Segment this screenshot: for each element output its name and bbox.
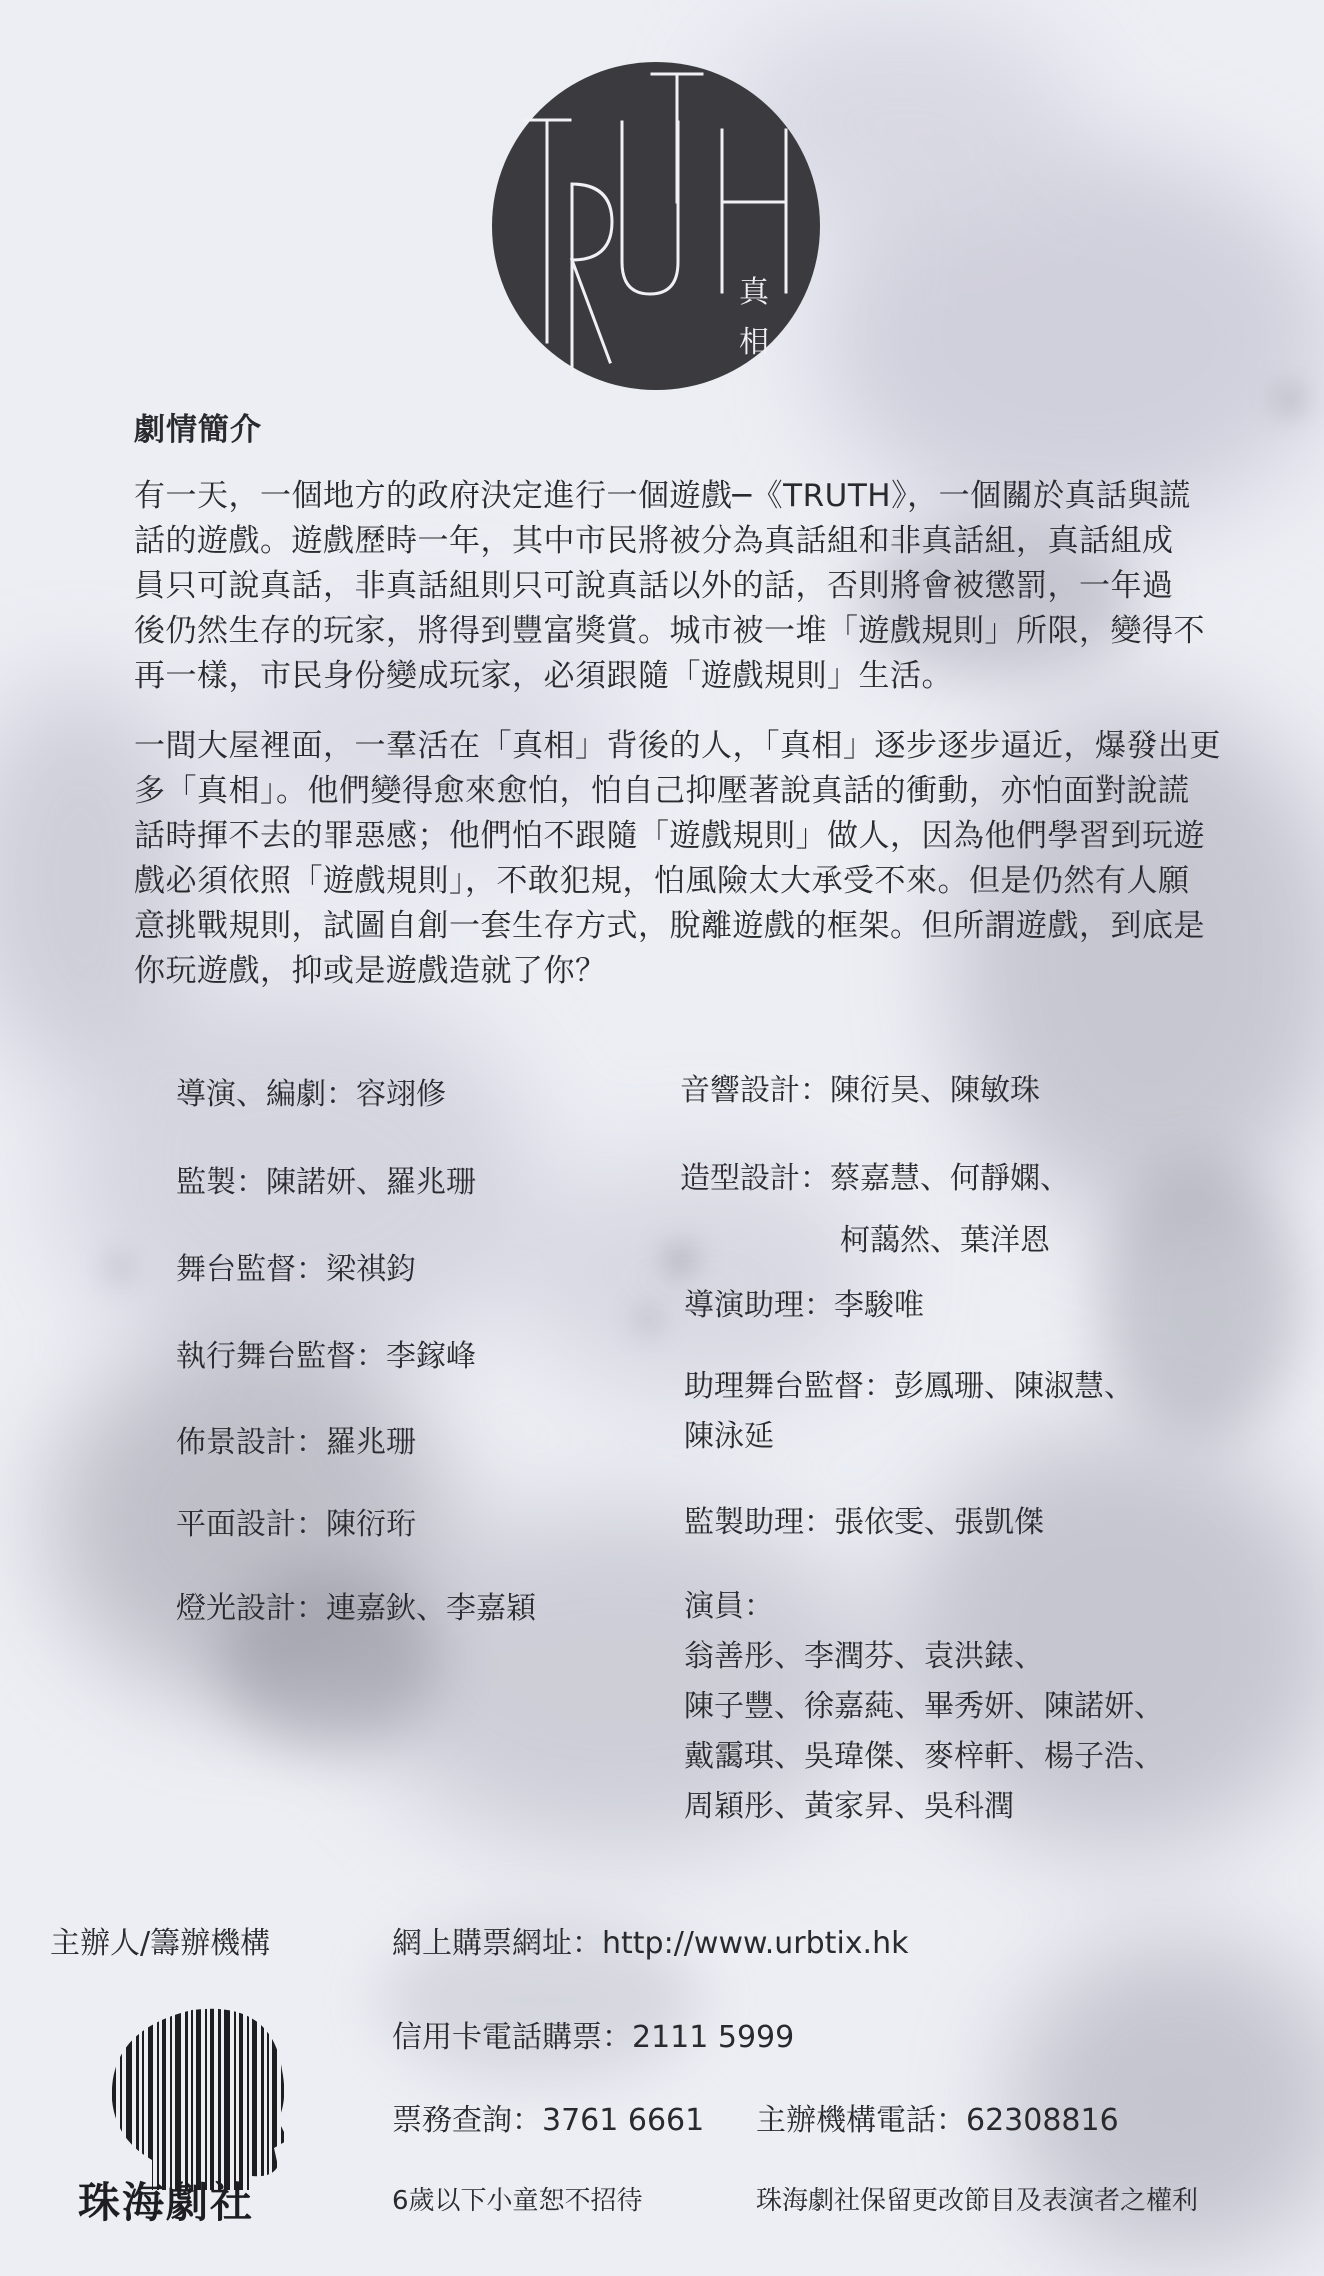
synopsis-paragraph-2 (134, 724, 1221, 994)
cast-line: 戴靄琪、吳瑋傑、麥梓軒、楊子浩、 (684, 1739, 1164, 1774)
organizer-phone: 主辦機構電話：62308816 (756, 2103, 1119, 2138)
online-ticketing-url: 網上購票網址：http://www.urbtix.hk (392, 1926, 909, 1961)
logo-chinese-line2: 相 (739, 325, 769, 360)
credit-assistant-producer: 監製助理：張依雯、張凱傑 (684, 1505, 1044, 1540)
logo-circle (492, 62, 820, 390)
organizer-label: 主辦人/籌辦機構 (50, 1926, 271, 1961)
cast-line: 翁善彤、李潤芬、袁洪錶、 (684, 1639, 1044, 1674)
synopsis-title: 劇情簡介 (134, 412, 262, 448)
paragraph-line: 你玩遊戲，抑或是遊戲造就了你？ (134, 953, 607, 989)
cast-line: 陳子豐、徐嘉蒓、畢秀妍、陳諾妍、 (684, 1689, 1164, 1724)
paragraph-line: 一間大屋裡面，一羣活在「真相」背後的人，「真相」逐步逐步逼近，爆發出更 (134, 728, 1221, 764)
rights-reserved-notice: 珠海劇社保留更改節目及表演者之權利 (756, 2186, 1199, 2216)
credit-sound-design: 音響設計：陳衍昊、陳敏珠 (680, 1073, 1040, 1108)
paragraph-line: 意挑戰規則，試圖自創一套生存方式，脫離遊戲的框架。但所謂遊戲，到底是 (134, 908, 1205, 944)
ticketing-enquiry: 票務查詢：3761 6661 (392, 2103, 705, 2138)
truth-logo (492, 62, 820, 390)
credit-card-booking: 信用卡電話購票：2111 5999 (392, 2020, 795, 2055)
paragraph-line: 有一天，一個地方的政府決定進行一個遊戲─《TRUTH》，一個關於真話與謊 (134, 478, 1191, 514)
organization-name: 珠海劇社 (78, 2178, 255, 2227)
credit-assistant-stage-manager: 助理舞台監督：彭鳳珊、陳淑慧、 (684, 1369, 1134, 1404)
credit-producer: 監製：陳諾妍、羅兆珊 (176, 1165, 476, 1200)
paragraph-line: 員只可說真話，非真話組則只可說真話以外的話，否則將會被懲罰，一年過 (134, 568, 1174, 604)
credit-deputy-stage-manager: 執行舞台監督：李鎵峰 (176, 1339, 476, 1374)
paragraph-line: 多「真相」。他們變得愈來愈怕，怕自己抑壓著說真話的衝動，亦怕面對說謊 (134, 773, 1190, 809)
paragraph-line: 話時揮不去的罪惡感；他們怕不跟隨「遊戲規則」做人，因為他們學習到玩遊 (134, 818, 1205, 854)
credit-lighting-design: 燈光設計：連嘉鈥、李嘉穎 (176, 1591, 536, 1626)
paragraph-line: 戲必須依照「遊戲規則」，不敢犯規，怕風險太大承受不來。但是仍然有人願 (134, 863, 1190, 899)
age-restriction-notice: 6歲以下小童恕不招待 (392, 2186, 643, 2216)
logo-chinese-line1: 真 (739, 275, 769, 310)
synopsis-paragraph-1 (134, 474, 1206, 699)
credit-assistant-director: 導演助理：李駿唯 (684, 1288, 924, 1323)
paragraph-line: 話的遊戲。遊戲歷時一年，其中市民將被分為真話組和非真話組，真話組成 (134, 523, 1174, 559)
paragraph-line: 再一樣，市民身份變成玩家，必須跟隨「遊戲規則」生活。 (134, 658, 953, 694)
credit-assistant-stage-manager-cont: 陳泳延 (684, 1419, 774, 1454)
credit-styling-design-cont: 柯藹然、葉洋恩 (840, 1223, 1050, 1258)
credit-set-design: 佈景設計：羅兆珊 (176, 1425, 416, 1460)
credit-director-writer: 導演、編劇：容翊修 (176, 1077, 446, 1112)
credit-stage-manager: 舞台監督：梁祺鈞 (176, 1252, 416, 1287)
credit-graphic-design: 平面設計：陳衍珩 (176, 1507, 416, 1542)
cast-label: 演員： (684, 1589, 774, 1624)
credit-styling-design: 造型設計：蔡嘉慧、何靜嫻、 (680, 1161, 1070, 1196)
paragraph-line: 後仍然生存的玩家，將得到豐富獎賞。城市被一堆「遊戲規則」所限，變得不 (134, 613, 1205, 649)
cast-line: 周穎彤、黃家昇、吳科潤 (684, 1789, 1014, 1824)
